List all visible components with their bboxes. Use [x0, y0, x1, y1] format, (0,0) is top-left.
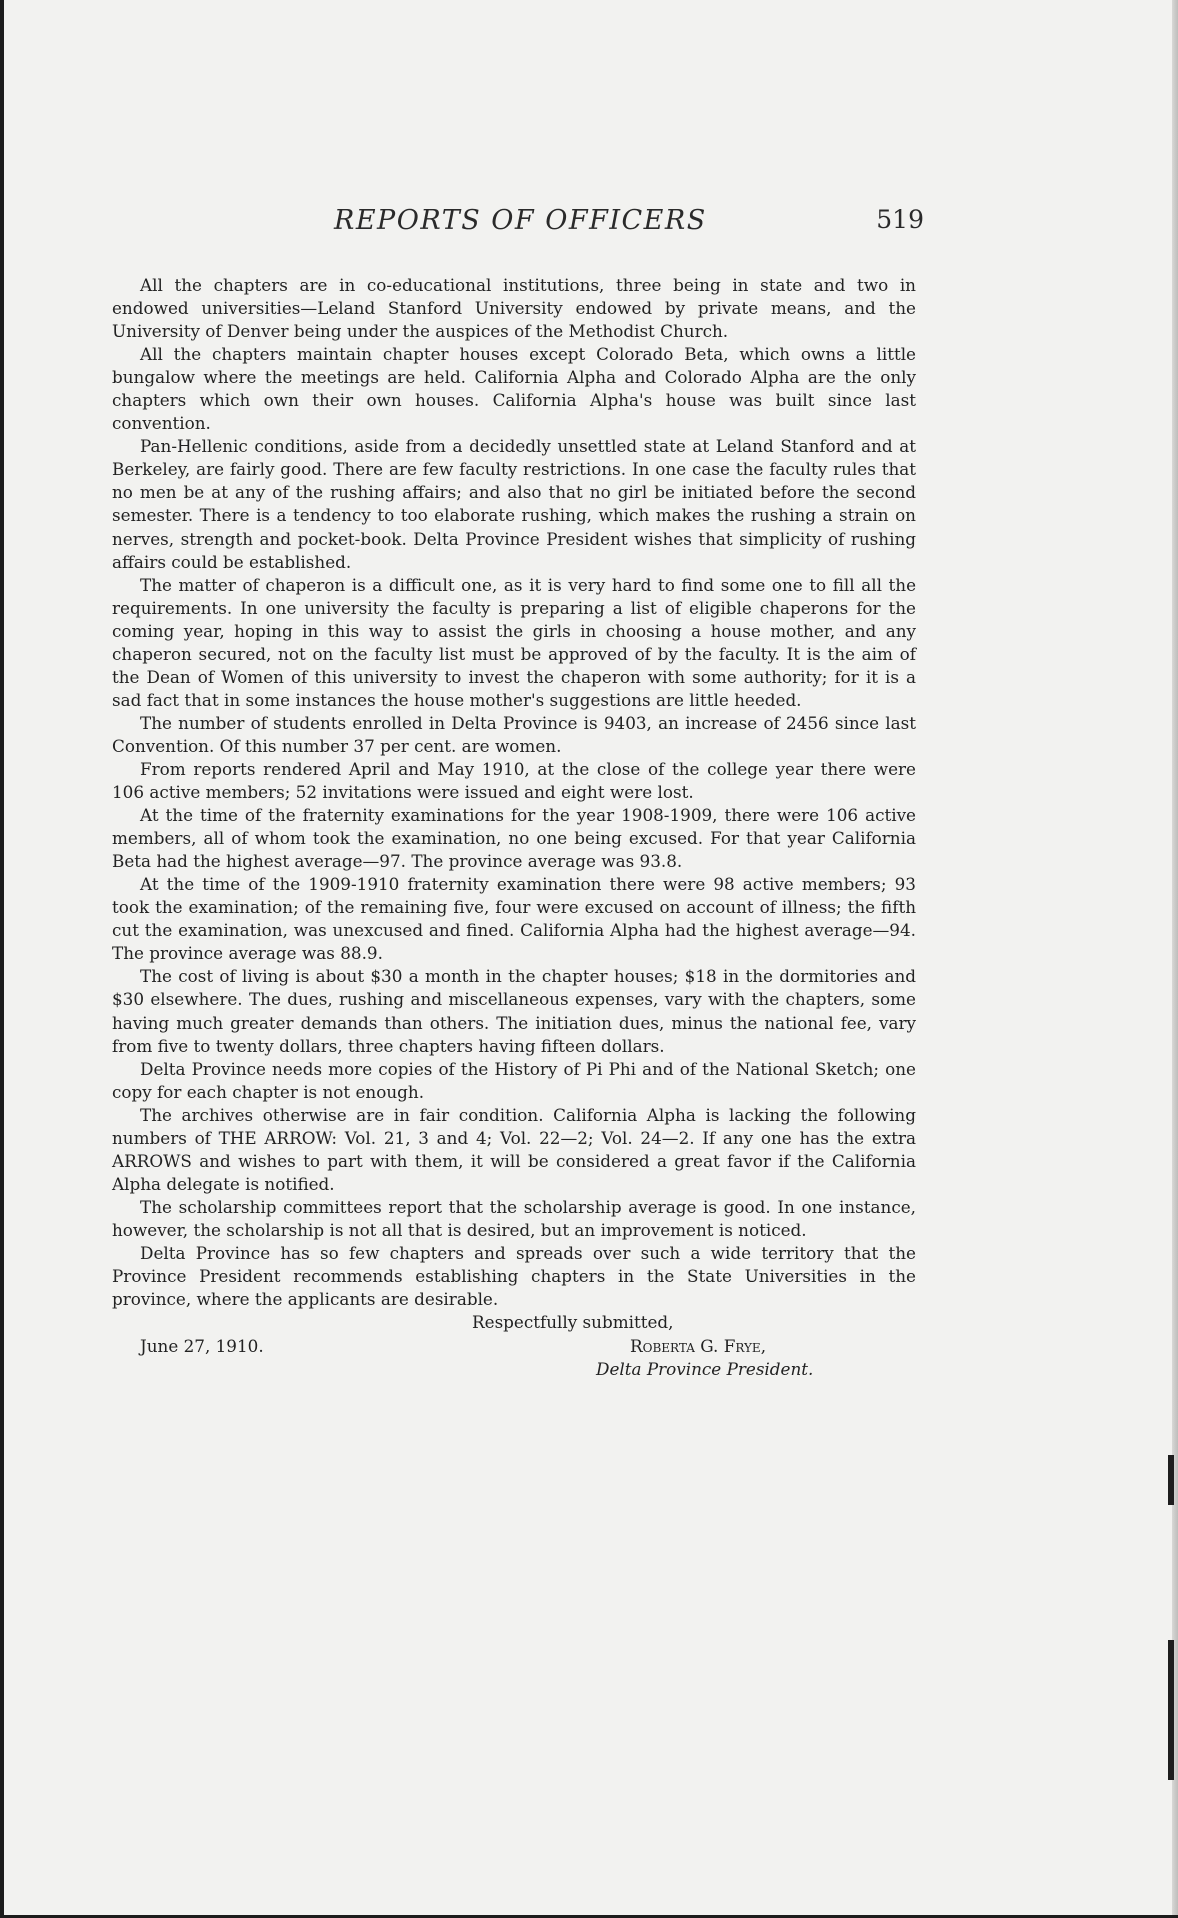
- paragraph: Delta Province needs more copies of the History of Pi Phi and of the National Sketch; one copy for each chapter is not enough.: [112, 1058, 916, 1102]
- paragraph: At the time of the 1909-1910 fraternity examination there were 98 active members; 93 took the examination; of the remaining five, four were excused on account of illness; the fifth cut the examination, was unexcused and fined. California Alpha had the highest average—94. The province average was 88.9.: [112, 874, 916, 964]
- signer-name: Roberta G. Frye,: [630, 1336, 767, 1357]
- report-body: [112, 274, 916, 1383]
- paragraph: All the chapters maintain chapter houses except Colorado Beta, which owns a little bungalow where the meetings are held. California Alpha and Colorado Alpha are the only chapters which own their own houses. California Alpha's house was built since last convention.: [112, 344, 916, 434]
- paragraph: The scholarship committees report that the scholarship average is good. In one instance, however, the scholarship is not all that is desired, but an improvement is noticed.: [112, 1196, 916, 1240]
- page-number: 519: [876, 205, 924, 234]
- paragraph: From reports rendered April and May 1910, at the close of the college year there were 106 active members; 52 invitations were issued and eight were lost.: [112, 758, 916, 803]
- report-date: June 27, 1910.: [140, 1336, 264, 1357]
- paragraph: The cost of living is about $30 a month in the chapter houses; $18 in the dormitories and $30 elsewhere. The dues, rushing and miscellaneous expenses, vary with the chapters, some having much greater demands than others. The initiation dues, minus the national fee, vary from five to twenty dollars, three chapters having fifteen dollars.: [112, 966, 916, 1056]
- page-edge-shadow: [1172, 0, 1178, 1918]
- paragraph: The number of students enrolled in Delta Province is 9403, an increase of 2456 since last Convention. Of this number 37 per cent. are women.: [112, 712, 916, 756]
- paragraph: Delta Province has so few chapters and spreads over such a wide territory that the Province President recommends establishing chapters in the State Universities in the province, where the applicants are desirable.: [112, 1242, 916, 1310]
- paragraph: All the chapters are in co-educational institutions, three being in state and two in endowed universities—Leland Stanford University endowed by private means, and the University of Denver being under the auspices of the Methodist Church.: [112, 275, 916, 342]
- page-header: [334, 205, 924, 241]
- sign-off: Respectfully submitted,: [472, 1312, 674, 1333]
- paragraph: The matter of chaperon is a difficult one, as it is very hard to find some one to fill all the requirements. In one university the faculty is preparing a list of eligible chaperons for the coming year, hoping in this way to assist the girls in choosing a house mother, and any chaperon secured, not on the faculty list must be approved of by the faculty. It is the aim of the Dean of Women of this university to invest the chaperon with some authority; for it is a sad fact that in some instances the house mother's suggestions are little heeded.: [112, 574, 916, 710]
- edge-mark: [1168, 1640, 1174, 1780]
- paragraph: The archives otherwise are in fair condition. California Alpha is lacking the following numbers of THE ARROW: Vol. 21, 3 and 4; Vol. 22—2; Vol. 24—2. If any one has the extra ARROWS and wishes to part with them, it will be considered a great favor if the California Alpha delegate is notified.: [112, 1104, 916, 1194]
- paragraph: At the time of the fraternity examinations for the year 1908-1909, there were 106 active members, all of whom took the examination, no one being excused. For that year California Beta had the highest average—97. The province average was 93.8.: [112, 805, 916, 872]
- running-head: REPORTS OF OFFICERS: [334, 205, 707, 236]
- report-closing: [112, 1311, 916, 1383]
- paragraph: Pan-Hellenic conditions, aside from a decidedly unsettled state at Leland Stanford and at Berkeley, are fairly good. There are few faculty restrictions. In one case the faculty rules that no men be at any of the rushing affairs; and also that no girl be initiated before the second semester. There is a tendency to too elaborate rushing, which makes the rushing a strain on nerves, strength and pocket-book. Delta Province President wishes that simplicity of rushing affairs could be established.: [112, 436, 916, 572]
- signer-title: Delta Province President.: [596, 1359, 814, 1380]
- edge-mark: [1168, 1455, 1174, 1505]
